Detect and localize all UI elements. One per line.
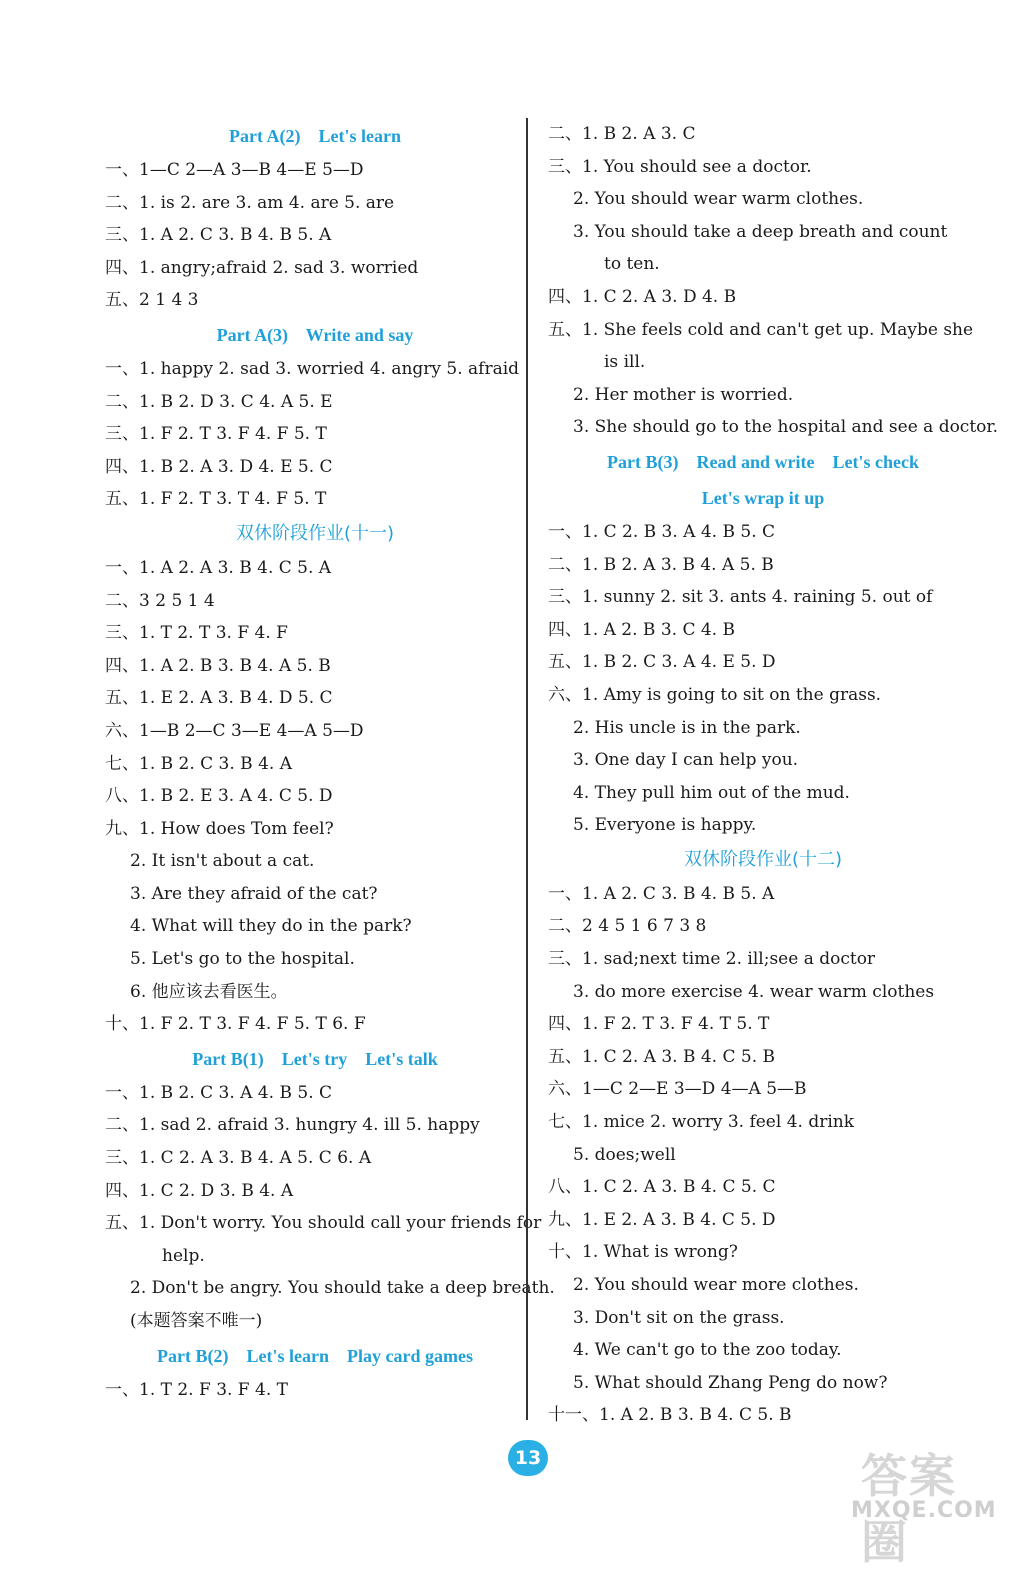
answer-line-continued: to ten. [604,254,660,275]
section-heading: Let's wrap it up [701,487,825,508]
answer-line: 五、1. B 2. C 3. A 4. E 5. D [548,652,776,673]
answer-line: 八、1. B 2. E 3. A 4. C 5. D [105,786,333,807]
answer-line: 十、1. What is wrong? [548,1242,738,1263]
answer-line: 5. does;well [573,1144,676,1165]
answer-line: 二、1. sad 2. afraid 3. hungry 4. ill 5. happy [105,1115,480,1136]
answer-line: 5. Everyone is happy. [573,815,757,836]
section-heading: 双休阶段作业(十二) [683,848,843,870]
answer-line: 3. Don't sit on the grass. [573,1307,785,1328]
answer-line: 3. do more exercise 4. wear warm clothes [573,981,935,1002]
answer-line: 四、1. angry;afraid 2. sad 3. worried [105,257,419,278]
answer-line: 二、1. B 2. D 3. C 4. A 5. E [105,391,333,412]
answer-line: 九、1. E 2. A 3. B 4. C 5. D [548,1209,776,1230]
answer-line: 6. 他应该去看医生。 [130,981,288,1002]
page-number-badge: 13 [508,1440,548,1476]
answer-line: 三、1. F 2. T 3. F 4. F 5. T [105,424,327,445]
answer-line: 2. You should wear more clothes. [573,1275,859,1295]
answer-line: 二、1. is 2. are 3. am 4. are 5. are [105,192,395,213]
answer-line: 3. You should take a deep breath and count [573,221,948,242]
answer-line: 5. What should Zhang Peng do now? [573,1372,888,1393]
answer-line: 四、1. A 2. B 3. B 4. A 5. B [105,655,331,676]
answer-line: 一、1. B 2. C 3. A 4. B 5. C [105,1082,333,1103]
answer-line: 二、3 2 5 1 4 [105,590,215,611]
answer-line: 2. You should wear warm clothes. [573,189,864,210]
section-heading: Part B(2) Let's learn Play card games [157,1345,473,1366]
section-heading: Part B(3) Read and write Let's check [607,451,919,472]
answer-line: 四、1. A 2. B 3. C 4. B [548,619,735,640]
watermark-url: MXQE.COM [851,1498,997,1523]
answer-line: 三、1. T 2. T 3. F 4. F [105,623,288,644]
answer-line: 3. She should go to the hospital and see a doctor. [573,417,999,438]
answer-line: 七、1. B 2. C 3. B 4. A [105,753,292,774]
answer-line: 一、1. happy 2. sad 3. worried 4. angry 5. afraid [105,358,520,379]
answer-line: 4. What will they do in the park? [130,916,412,937]
left-column [105,118,555,1406]
answer-line-continued: is ill. [604,352,646,373]
answer-line: 3. One day I can help you. [573,750,799,771]
answer-line: 4. We can't go to the zoo today. [573,1340,842,1361]
right-column [548,118,999,1432]
answer-line: 七、1. mice 2. worry 3. feel 4. drink [548,1112,855,1133]
section-heading: 双休阶段作业(十一) [235,522,395,544]
answer-line: 四、1. B 2. A 3. D 4. E 5. C [105,456,333,477]
answer-line: 一、1. A 2. C 3. B 4. B 5. A [548,883,775,904]
answer-line: 四、1. C 2. D 3. B 4. A [105,1180,294,1201]
answer-line: 2. Her mother is worried. [573,384,794,405]
answer-line: 五、2 1 4 3 [105,290,199,311]
answer-line: 五、1. She feels cold and can't get up. Maybe she [548,319,974,340]
answer-line: 三、1. A 2. C 3. B 4. B 5. A [105,225,332,246]
answer-line: 六、1—C 2—E 3—D 4—A 5—B [548,1079,807,1100]
answer-line: 六、1—B 2—C 3—E 4—A 5—D [105,720,364,741]
answer-line: 十、1. F 2. T 3. F 4. F 5. T 6. F [105,1014,366,1035]
answer-line: 九、1. How does Tom feel? [105,818,334,839]
answer-line: 五、1. E 2. A 3. B 4. D 5. C [105,688,333,709]
answer-line: 二、1. B 2. A 3. B 4. A 5. B [548,554,774,575]
answer-line: 五、1. C 2. A 3. B 4. C 5. B [548,1046,776,1067]
answer-line: 2. His uncle is in the park. [573,717,801,738]
answer-line: 2. It isn't about a cat. [130,851,315,872]
answer-line: 十一、1. A 2. B 3. B 4. C 5. B [548,1405,792,1426]
answer-line: 三、1. sunny 2. sit 3. ants 4. raining 5. out of [548,587,933,608]
answer-line: 一、1. C 2. B 3. A 4. B 5. C [548,521,776,542]
answer-line: 二、1. B 2. A 3. C [548,124,696,144]
section-heading: Part B(1) Let's try Let's talk [192,1048,438,1069]
section-heading: Part A(2) Let's learn [229,126,401,146]
answer-line: 三、1. You should see a doctor. [548,156,812,177]
answer-line: 五、1. Don't worry. You should call your friends for [105,1213,542,1234]
answer-line: 4. They pull him out of the mud. [573,782,850,803]
watermark-title: 答案圈 [861,1449,957,1569]
answer-line: (本题答案不唯一) [130,1311,263,1331]
answer-line: 一、1. T 2. F 3. F 4. T [105,1379,288,1400]
answer-line: 二、2 4 5 1 6 7 3 8 [548,916,707,937]
answer-line: 五、1. F 2. T 3. T 4. F 5. T [105,489,327,510]
answer-line: 3. Are they afraid of the cat? [130,883,378,904]
column-divider [526,118,528,1420]
answer-line: 5. Let's go to the hospital. [130,949,355,970]
answer-line: 一、1—C 2—A 3—B 4—E 5—D [105,160,364,180]
answer-line: 三、1. C 2. A 3. B 4. A 5. C 6. A [105,1148,372,1169]
watermark-logo [821,1440,1006,1569]
section-heading: Part A(3) Write and say [216,324,414,345]
answer-line: 一、1. A 2. A 3. B 4. C 5. A [105,557,332,578]
answer-line: 2. Don't be angry. You should take a deep breath. [130,1278,555,1299]
answer-line: 四、1. C 2. A 3. D 4. B [548,286,737,307]
answer-line: 八、1. C 2. A 3. B 4. C 5. C [548,1177,776,1198]
answer-line: 四、1. F 2. T 3. F 4. T 5. T [548,1014,770,1035]
answer-line-continued: help. [162,1245,205,1266]
answer-line: 三、1. sad;next time 2. ill;see a doctor [548,949,876,970]
answer-line: 六、1. Amy is going to sit on the grass. [548,684,882,705]
